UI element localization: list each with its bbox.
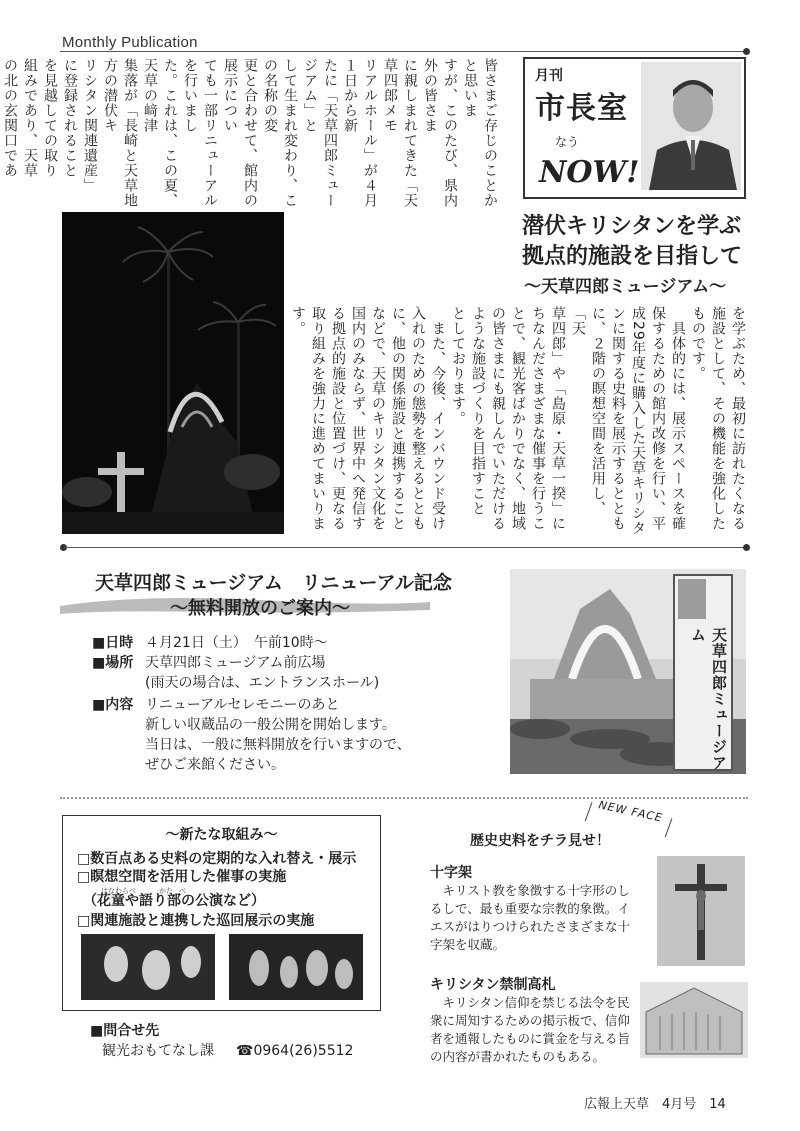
initiative-item-1: □数百点ある史料の定期的な入れ替え・展示 — [77, 851, 357, 867]
mid-rule — [64, 547, 746, 548]
contact-key: ■問合せ先 — [90, 1023, 160, 1039]
article-column: して生まれ変わり、この名称の変 — [262, 58, 298, 208]
newface-slash-left — [585, 802, 594, 821]
initiative-item-2: □瞑想空間を活用した催事の実施 — [77, 869, 287, 885]
article-column: 草四郎」や「島原・天草一揆」に — [550, 306, 566, 531]
now-label: NOW! — [539, 155, 640, 190]
article-column: 入れのための態勢を整えるととも — [410, 306, 426, 531]
performance-photo-2 — [229, 934, 363, 1000]
article-column: 国内のみならず、世界中へ発信す — [350, 306, 366, 531]
header-rule-dot — [743, 48, 750, 55]
article-column: ンに関する史料を展示するととも — [610, 306, 626, 531]
article-subtitle: 〜天草四郎ミュージアム〜 — [524, 277, 727, 297]
night-palm-photo — [62, 212, 284, 534]
section-separator — [60, 797, 748, 799]
article-column: に、他の関係施設と連携すること — [390, 306, 406, 531]
contact-phone: ☎0964(26)5512 — [236, 1043, 354, 1059]
event-place-row — [0, 653, 500, 673]
mayor-office-masthead — [523, 57, 746, 199]
article-column: に親しまれてきた「天草四郎メモ — [382, 58, 418, 208]
ruby-be: べ — [179, 887, 186, 895]
ruby-kata: かた — [159, 887, 173, 895]
monthly-label: 月刊 — [535, 68, 563, 84]
edict-board-description: キリシタン信仰を禁じる法令を民衆に周知するための掲示板で、信仰者を通報したものに賞金を与える旨の内容が書かれたものもある。 — [430, 995, 631, 1064]
article-column: を見越しての取り — [42, 58, 58, 178]
article-block-2 — [290, 306, 748, 538]
initiatives-title: 〜新たな取組み〜 — [165, 827, 278, 843]
article-column: 更と合わせて、館内の展示につい — [222, 58, 258, 208]
initiative-item-4: □関連施設と連携した巡回展示の実施 — [77, 913, 315, 929]
page-footer: 広報上天草 4月号 14 — [584, 1097, 726, 1112]
article-column: た。これは、この夏、天草の﨑津 — [142, 58, 178, 208]
mayor-office-label: 市長室 — [535, 91, 628, 126]
article-column: とで、観光客ばかりでなく、地域 — [510, 306, 526, 531]
article-column: 取り組みを強力に進めてまいりま — [310, 306, 326, 531]
publication-header: Monthly Publication — [62, 34, 198, 51]
newface-slash-right — [665, 818, 674, 837]
event-date-row — [0, 633, 500, 653]
event-content-row — [0, 695, 500, 785]
mid-rule-dot-right — [743, 544, 750, 551]
article-column: すが、このたび、県内外の皆さま — [422, 58, 458, 208]
article-column: す。 — [290, 306, 306, 336]
content-line-3: 当日は、一般に無料開放を行いますので、 — [145, 737, 411, 753]
article-column: の皆さまにも親しんでいただける — [490, 306, 506, 531]
place-note: (雨天の場合は、エントランスホール) — [145, 675, 380, 691]
performance-photo-1 — [81, 934, 215, 1000]
cross-title: 十字架 — [430, 865, 472, 881]
content-line-1: リニューアルセレモニーのあと — [145, 697, 340, 713]
ruby-hanawarabe: はなわらべ — [101, 887, 136, 895]
mayor-portrait — [641, 62, 741, 190]
newface-title: 歴史史料をチラ見せ！ — [470, 833, 610, 849]
contact-dept: 観光おもてなし課 — [102, 1043, 214, 1059]
article-column: 皆さまご存じのことかと思いま — [462, 58, 498, 208]
article-column: リアルホール」が４月１日から新 — [342, 58, 378, 208]
museum-sign-text: 天草四郎ミュージアム — [689, 627, 728, 771]
cross-description: キリスト教を象徴する十字形のしるしで、最も重要な宗教的象徴。イエスがはりつけられたさまざまな十字架を収蔵。 — [430, 883, 631, 952]
event-subtitle: 〜無料開放のご案内〜 — [170, 598, 350, 619]
headline-line-2: 拠点的施設を目指して — [522, 244, 743, 269]
article-column: としております。 — [450, 306, 466, 426]
event-title: 天草四郎ミュージアム リニューアル記念 — [95, 572, 452, 594]
article-column: る拠点的施設と位置づけ、更なる — [330, 306, 346, 531]
place-key: ■場所 — [92, 655, 134, 671]
article-headline — [522, 212, 752, 272]
edict-board-title: キリシタン禁制高札 — [430, 977, 556, 993]
article-column: などで、天草のキリシタン文化を — [370, 306, 386, 531]
article-column: 施設として、その機能を強化した — [710, 306, 726, 531]
article-block-1 — [2, 58, 500, 208]
article-column: また、今後、インバウンド受け — [430, 306, 446, 531]
headline-line-1: 潜伏キリシタンを学ぶ — [522, 214, 742, 239]
content-line-2: 新しい収蔵品の一般公開を開始します。 — [145, 717, 396, 733]
article-column: 具体的には、展示スペースを確 — [670, 306, 686, 531]
contact-value — [102, 1040, 353, 1060]
content-key: ■内容 — [92, 697, 134, 713]
crucifix-photo — [657, 856, 745, 966]
header-rule — [60, 51, 746, 52]
article-column: を学ぶため、最初に訪れたくなる — [730, 306, 746, 531]
article-column: に、２階の瞑想空間を活用し、「天 — [570, 306, 606, 516]
article-column: ちなんださまざまな催事を行うこ — [530, 306, 546, 531]
article-column: たに「天草四郎ミュージアム」と — [302, 58, 338, 208]
initiatives-box — [62, 815, 381, 1011]
article-column: リシタン関連遺産」 — [82, 58, 98, 193]
article-column: ても一部リニューアルを行いまし — [182, 58, 218, 208]
edict-board-photo — [640, 982, 748, 1058]
article-column: 組みであり、天草 — [22, 58, 38, 178]
place-value: 天草四郎ミュージアム前広場 — [145, 655, 326, 671]
article-column: の北の玄関口であ — [2, 58, 18, 178]
date-key: ■日時 — [92, 635, 134, 651]
newface-tag: NEW FACE — [597, 798, 665, 825]
now-ruby: なう — [555, 135, 580, 149]
date-value: ４月21日（土） 午前10時〜 — [145, 635, 328, 651]
content-line-4: ぜひご来館ください。 — [145, 757, 285, 773]
article-column: 集落が「長崎と天草地方の潜伏キ — [102, 58, 138, 208]
article-column: 成29年度に購入した天草キリシタ — [630, 306, 646, 536]
article-column: 保するための館内改修を行い、平 — [650, 306, 666, 531]
article-column: ものです。 — [690, 306, 706, 381]
article-column: ような施設づくりを目指すこと — [470, 306, 486, 516]
article-column: に登録されること — [62, 58, 78, 178]
initiative-item-3: （花童や語り部の公演など） — [83, 893, 265, 909]
museum-photo — [510, 569, 746, 774]
